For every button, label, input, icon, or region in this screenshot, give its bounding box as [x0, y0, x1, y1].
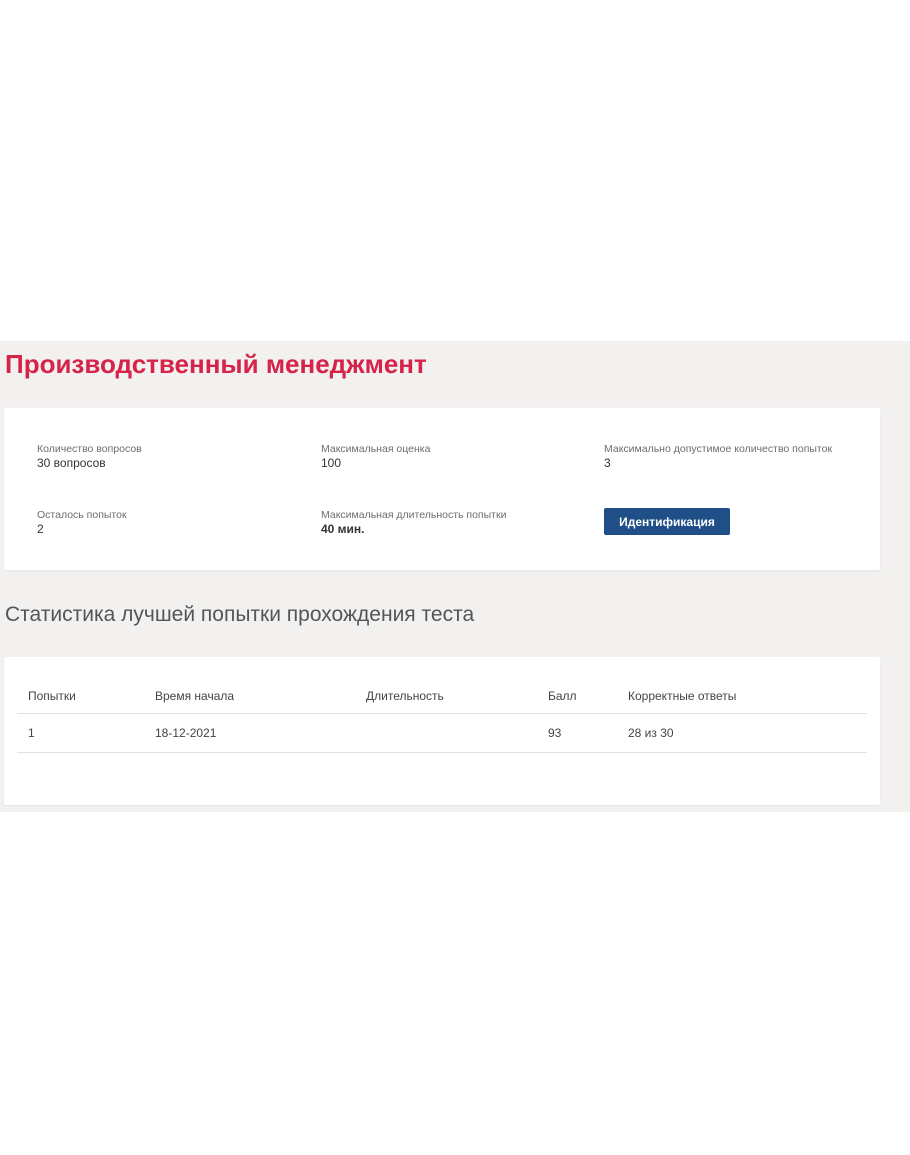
- identification-button[interactable]: Идентификация: [604, 508, 730, 535]
- column-header-attempts: Попытки: [28, 689, 76, 703]
- course-title: Производственный менеджмент: [5, 349, 427, 379]
- max-duration-value: 40 мин.: [321, 522, 365, 536]
- cell-score: 93: [548, 726, 562, 740]
- max-attempts-value: 3: [604, 456, 611, 470]
- stats-section-title: Статистика лучшей попытки прохождения теста: [5, 603, 475, 626]
- cell-attempt-number: 1: [28, 726, 35, 740]
- test-info-card: [4, 408, 880, 570]
- table-header-row: [17, 679, 867, 714]
- question-count-label: Количество вопросов: [37, 443, 142, 455]
- cell-correct-answers: 28 из 30: [628, 726, 674, 740]
- max-score-value: 100: [321, 456, 342, 470]
- max-score-label: Максимальная оценка: [321, 443, 431, 455]
- cell-start-time: 18-12-2021: [155, 726, 217, 740]
- stats-card: [4, 657, 880, 805]
- column-header-duration: Длительность: [366, 689, 444, 703]
- attempts-left-info: [37, 509, 287, 536]
- stats-table: [17, 679, 867, 753]
- question-count-info: [37, 443, 287, 470]
- question-count-value: 30 вопросов: [37, 456, 106, 470]
- max-attempts-info: [604, 443, 834, 470]
- column-header-correct-answers: Корректные ответы: [628, 689, 737, 703]
- max-duration-label: Максимальная длительность попытки: [321, 509, 507, 521]
- attempts-left-value: 2: [37, 522, 44, 536]
- table-row: [17, 714, 867, 753]
- max-attempts-label: Максимально допустимое количество попыток: [604, 443, 833, 455]
- column-header-score: Балл: [548, 689, 577, 703]
- max-score-info: [321, 443, 571, 470]
- attempts-left-label: Осталось попыток: [37, 509, 127, 521]
- column-header-start-time: Время начала: [155, 689, 235, 703]
- max-duration-info: [321, 509, 571, 536]
